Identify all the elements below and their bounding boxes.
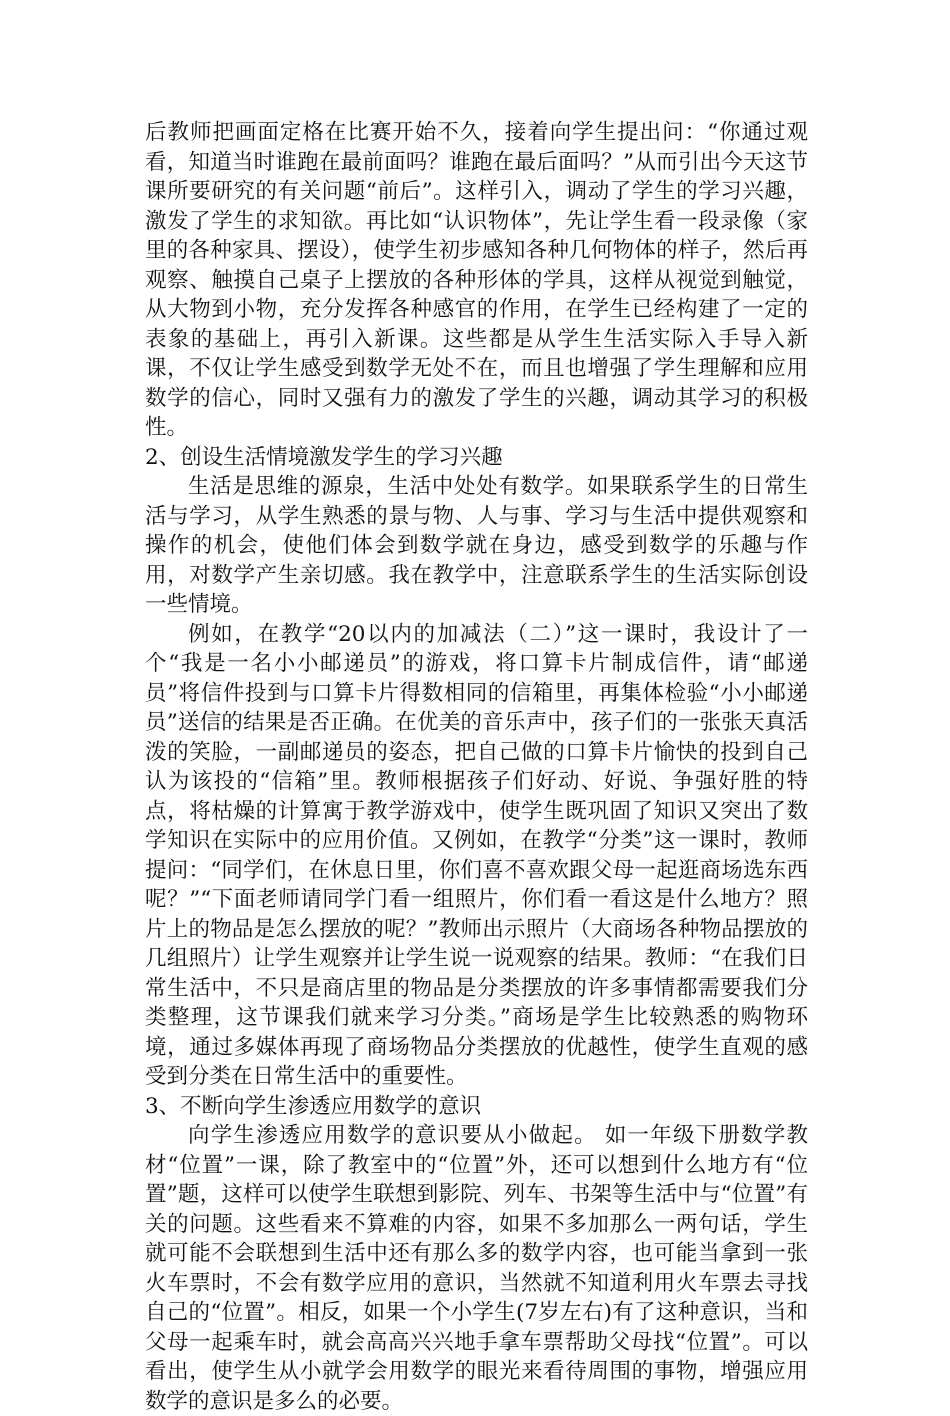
document-page (145, 118, 808, 1416)
section-heading-3: 3、不断向学生渗透应用数学的意识 (145, 1093, 482, 1119)
paragraph-intro-continuation: 后教师把画面定格在比赛开始不久，接着向学生提出问：“你通过观看，知道当时谁跑在最前面吗？谁跑在最后面吗？”从而引出今天这节课所要研究的有关问题“前后”。这样引入，调动了学生的学习兴趣，激发了学生的求知欲。再比如“认识物体”，先让学生看一段录像（家里的各种家具、摆设），使学生初步感知各种几何物体的样子，然后再观察、触摸自己桌子上摆放的各种形体的学具，这样从视觉到触觉，从大物到小物，充分发挥各种感官的作用，在学生已经构建了一定的表象的基础上，再引入新课。这些都是从学生生活实际入手导入新课，不仅让学生感受到数学无处不在，而且也增强了学生理解和应用数学的信心，同时又强有力的激发了学生的兴趣，调动其学习的积极性。 (145, 120, 808, 440)
paragraph-apply-math: 向学生渗透应用数学的意识要从小做起。 如一年级下册数学教材“位置”一课，除了教室中的“位置”外，还可以想到什么地方有“位置”题，这样可以使学生联想到影院、列车、书架等生活中与“位置”有关的问题。这些看来不算难的内容，如果不多加那么一两句话，学生就可能不会联想到生活中还有那么多的数学内容，也可能当拿到一张火车票时，不会有数学应用的意识，当然就不知道利用火车票去寻找自己的“位置”。相反，如果一个小学生(7岁左右)有了这种意识，当和父母一起乘车时，就会高高兴兴地手拿车票帮助父母找“位置”。可以看出，使学生从小就学会用数学的眼光来看待周围的事物，增强应用数学的意识是多么的必要。 (145, 1123, 808, 1414)
section-heading-2: 2、创设生活情境激发学生的学习兴趣 (145, 444, 503, 470)
paragraph-example-postman: 例如，在教学“20以内的加减法（二）”这一课时，我设计了一个“我是一名小小邮递员”的游戏，将口算卡片制成信件，请“邮递员”将信件投到与口算卡片得数相同的信箱里，再集体检验“小小邮递员”送信的结果是否正确。在优美的音乐声中，孩子们的一张张天真活泼的笑脸，一副邮递员的姿态，把自己做的口算卡片愉快的投到自己认为该投的“信箱”里。教师根据孩子们好动、好说、争强好胜的特点，将枯燥的计算寓于教学游戏中，使学生既巩固了知识又突出了数学知识在实际中的应用价值。又例如，在教学“分类”这一课时，教师提问：“同学们，在休息日里，你们喜不喜欢跟父母一起逛商场选东西呢？”“下面老师请同学门看一组照片，你们看一看这是什么地方？照片上的物品是怎么摆放的呢？”教师出示照片（大商场各种物品摆放的几组照片）让学生观察并让学生说一说观察的结果。教师：“在我们日常生活中，不只是商店里的物品是分类摆放的许多事情都需要我们分类整理，这节课我们就来学习分类。”商场是学生比较熟悉的购物环境，通过多媒体再现了商场物品分类摆放的优越性，使学生直观的感受到分类在日常生活中的重要性。 (145, 621, 808, 1089)
paragraph-life-source: 生活是思维的源泉，生活中处处有数学。如果联系学生的日常生活与学习，从学生熟悉的景与物、人与事、学习与生活中提供观察和操作的机会，使他们体会到数学就在身边，感受到数学的乐趣与作用，对数学产生亲切感。我在教学中，注意联系学生的生活实际创设一些情境。 (145, 474, 808, 617)
